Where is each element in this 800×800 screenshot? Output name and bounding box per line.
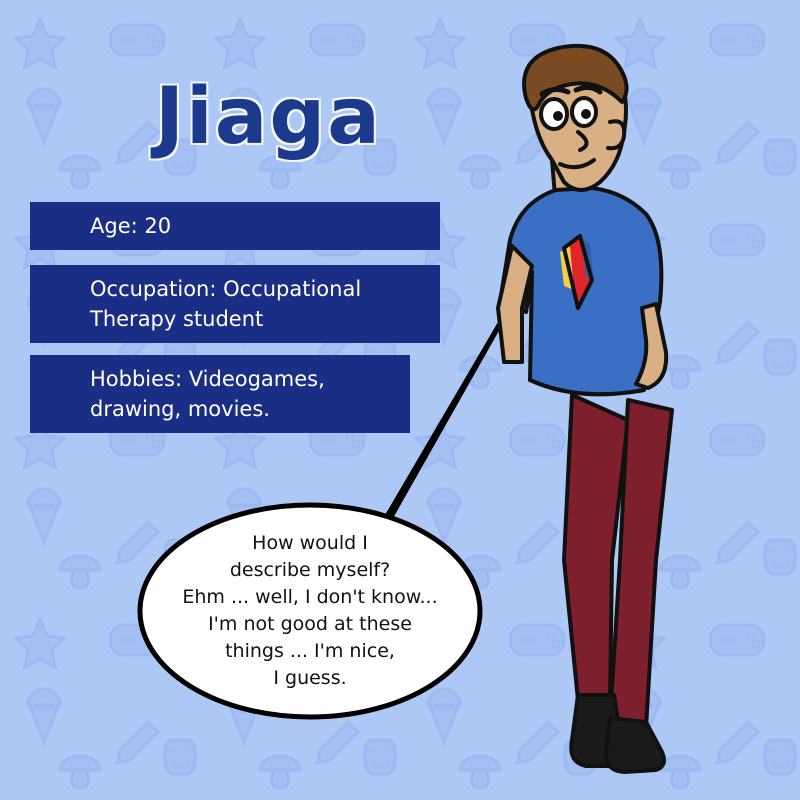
info-line: drawing, movies. bbox=[90, 397, 270, 421]
info-line: Therapy student bbox=[90, 307, 264, 331]
bubble-line: I guess. bbox=[273, 667, 347, 689]
info-line: Age: 20 bbox=[90, 214, 172, 238]
info-bar-age bbox=[30, 202, 440, 250]
speech-bubble-text bbox=[140, 505, 480, 717]
info-line: Hobbies: Videogames, bbox=[90, 367, 325, 391]
bubble-line: describe myself? bbox=[229, 559, 391, 581]
bubble-line: things ... I'm nice, bbox=[225, 640, 395, 662]
bubble-line: Ehm ... well, I don't know... bbox=[182, 586, 438, 608]
jiaga-character bbox=[460, 40, 790, 780]
speech-bubble bbox=[140, 505, 480, 717]
bubble-line: How would I bbox=[252, 532, 368, 554]
bubble-line: I'm not good at these bbox=[208, 613, 412, 635]
page-title: Jiaga bbox=[155, 72, 382, 162]
info-line: Occupation: Occupational bbox=[90, 277, 362, 301]
